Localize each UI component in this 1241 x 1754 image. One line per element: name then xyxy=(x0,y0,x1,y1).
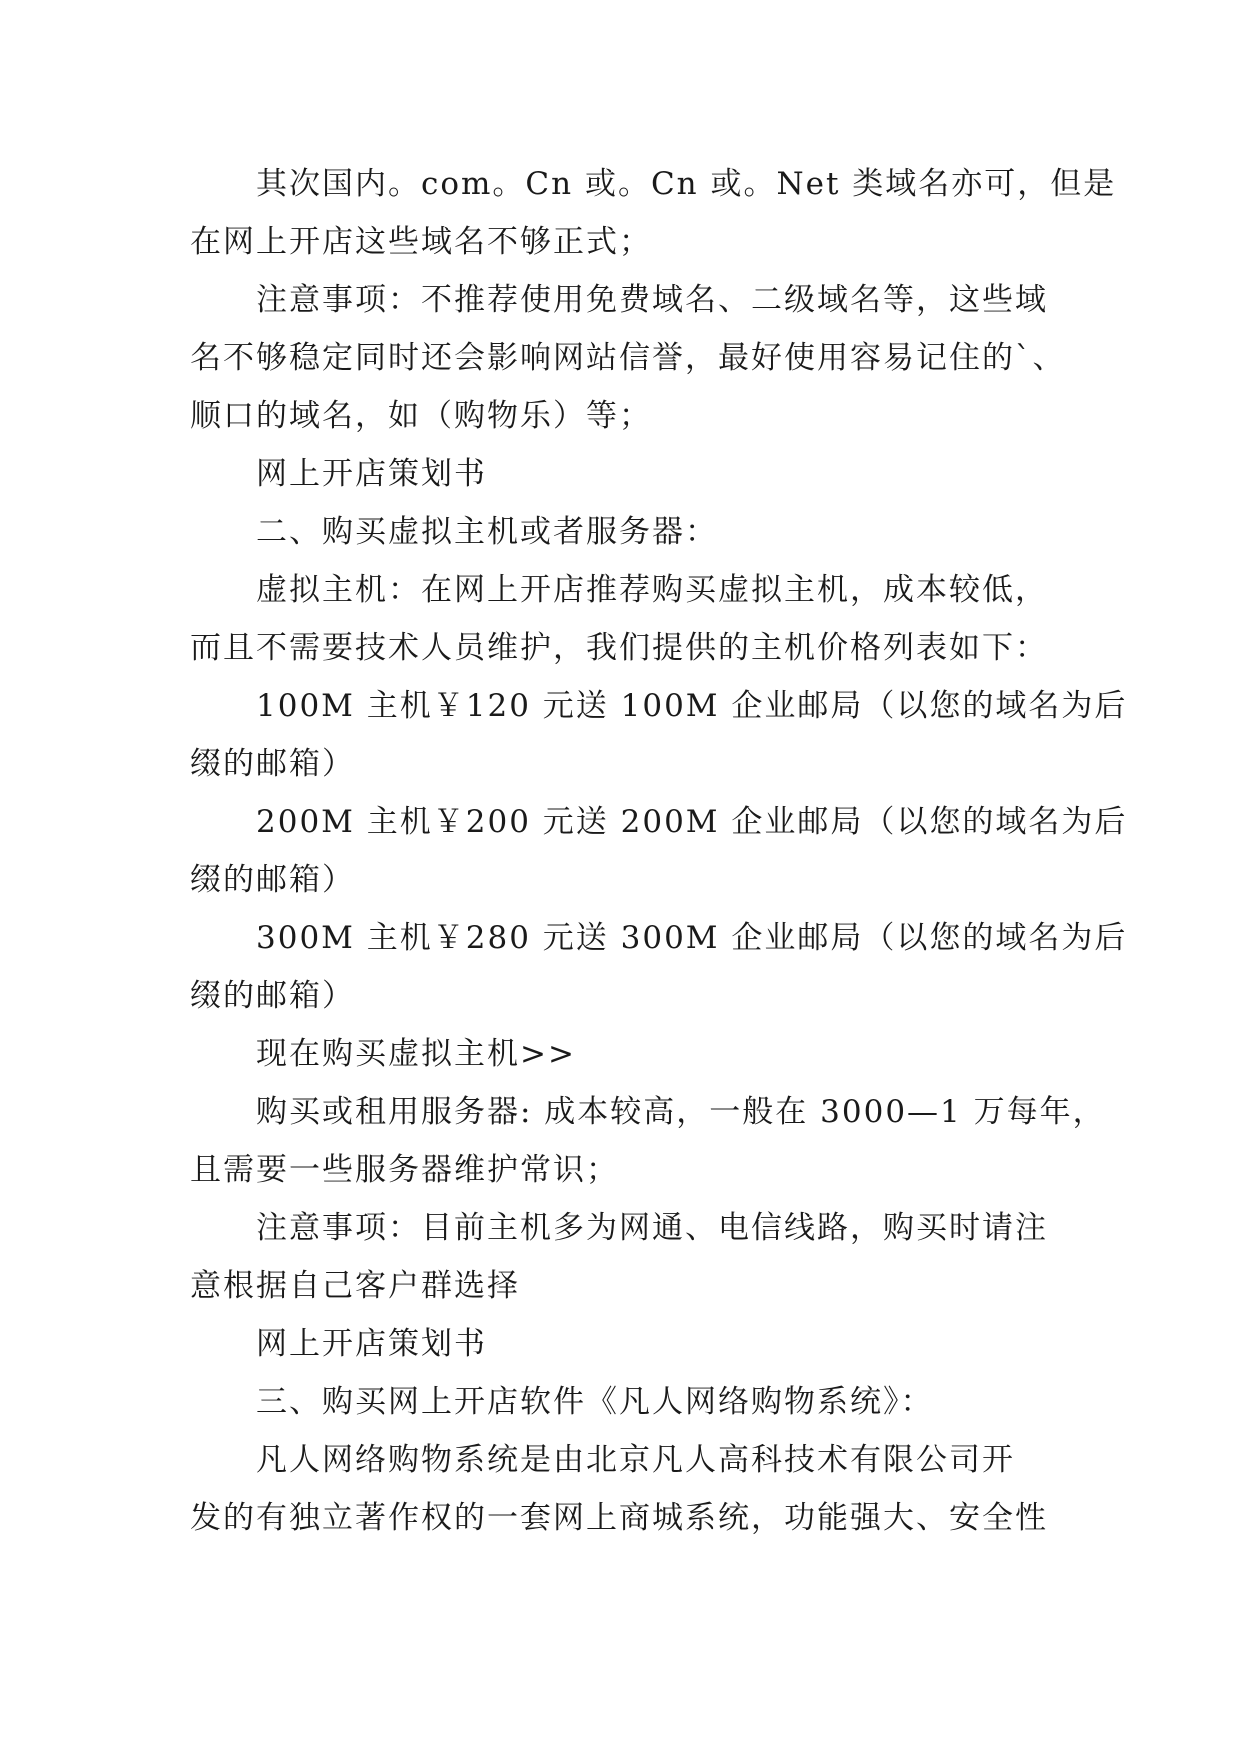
price-item: 200M 主机￥200 元送 200M 企业邮局（以您的域名为后 xyxy=(256,804,1128,840)
price-item: 缀的邮箱） xyxy=(190,746,355,782)
paragraph-line: 名不够稳定同时还会影响网站信誉，最好使用容易记住的`、 xyxy=(190,340,1066,376)
paragraph-line: 而且不需要技术人员维护，我们提供的主机价格列表如下： xyxy=(190,630,1048,666)
paragraph-line: 且需要一些服务器维护常识； xyxy=(190,1152,619,1188)
buy-link-text: 现在购买虚拟主机>> xyxy=(256,1036,576,1072)
paragraph-line: 其次国内。com。Cn 或。Cn 或。Net 类域名亦可，但是 xyxy=(256,166,1117,202)
section-heading: 三、购买网上开店软件《凡人网络购物系统》： xyxy=(256,1384,934,1420)
section-heading: 二、购买虚拟主机或者服务器： xyxy=(256,514,718,550)
paragraph-line: 发的有独立著作权的一套网上商城系统，功能强大、安全性 xyxy=(190,1500,1048,1536)
paragraph-line: 凡人网络购物系统是由北京凡人高科技术有限公司开 xyxy=(256,1442,1015,1478)
section-heading: 网上开店策划书 xyxy=(256,456,487,492)
paragraph-line: 注意事项：目前主机多为网通、电信线路，购买时请注 xyxy=(256,1210,1048,1246)
paragraph-line: 在网上开店这些域名不够正式； xyxy=(190,224,652,260)
price-item: 缀的邮箱） xyxy=(190,978,355,1014)
paragraph-line: 虚拟主机：在网上开店推荐购买虚拟主机，成本较低， xyxy=(256,572,1048,608)
paragraph-line: 顺口的域名，如（购物乐）等； xyxy=(190,398,652,434)
paragraph-line: 购买或租用服务器: 成本较高，一般在 3000—1 万每年， xyxy=(256,1094,1106,1130)
paragraph-line: 意根据自己客户群选择 xyxy=(190,1268,520,1304)
price-item: 缀的邮箱） xyxy=(190,862,355,898)
price-item: 100M 主机￥120 元送 100M 企业邮局（以您的域名为后 xyxy=(256,688,1128,724)
section-heading: 网上开店策划书 xyxy=(256,1326,487,1362)
paragraph-line: 注意事项：不推荐使用免费域名、二级域名等，这些域 xyxy=(256,282,1048,318)
price-item: 300M 主机￥280 元送 300M 企业邮局（以您的域名为后 xyxy=(256,920,1128,956)
